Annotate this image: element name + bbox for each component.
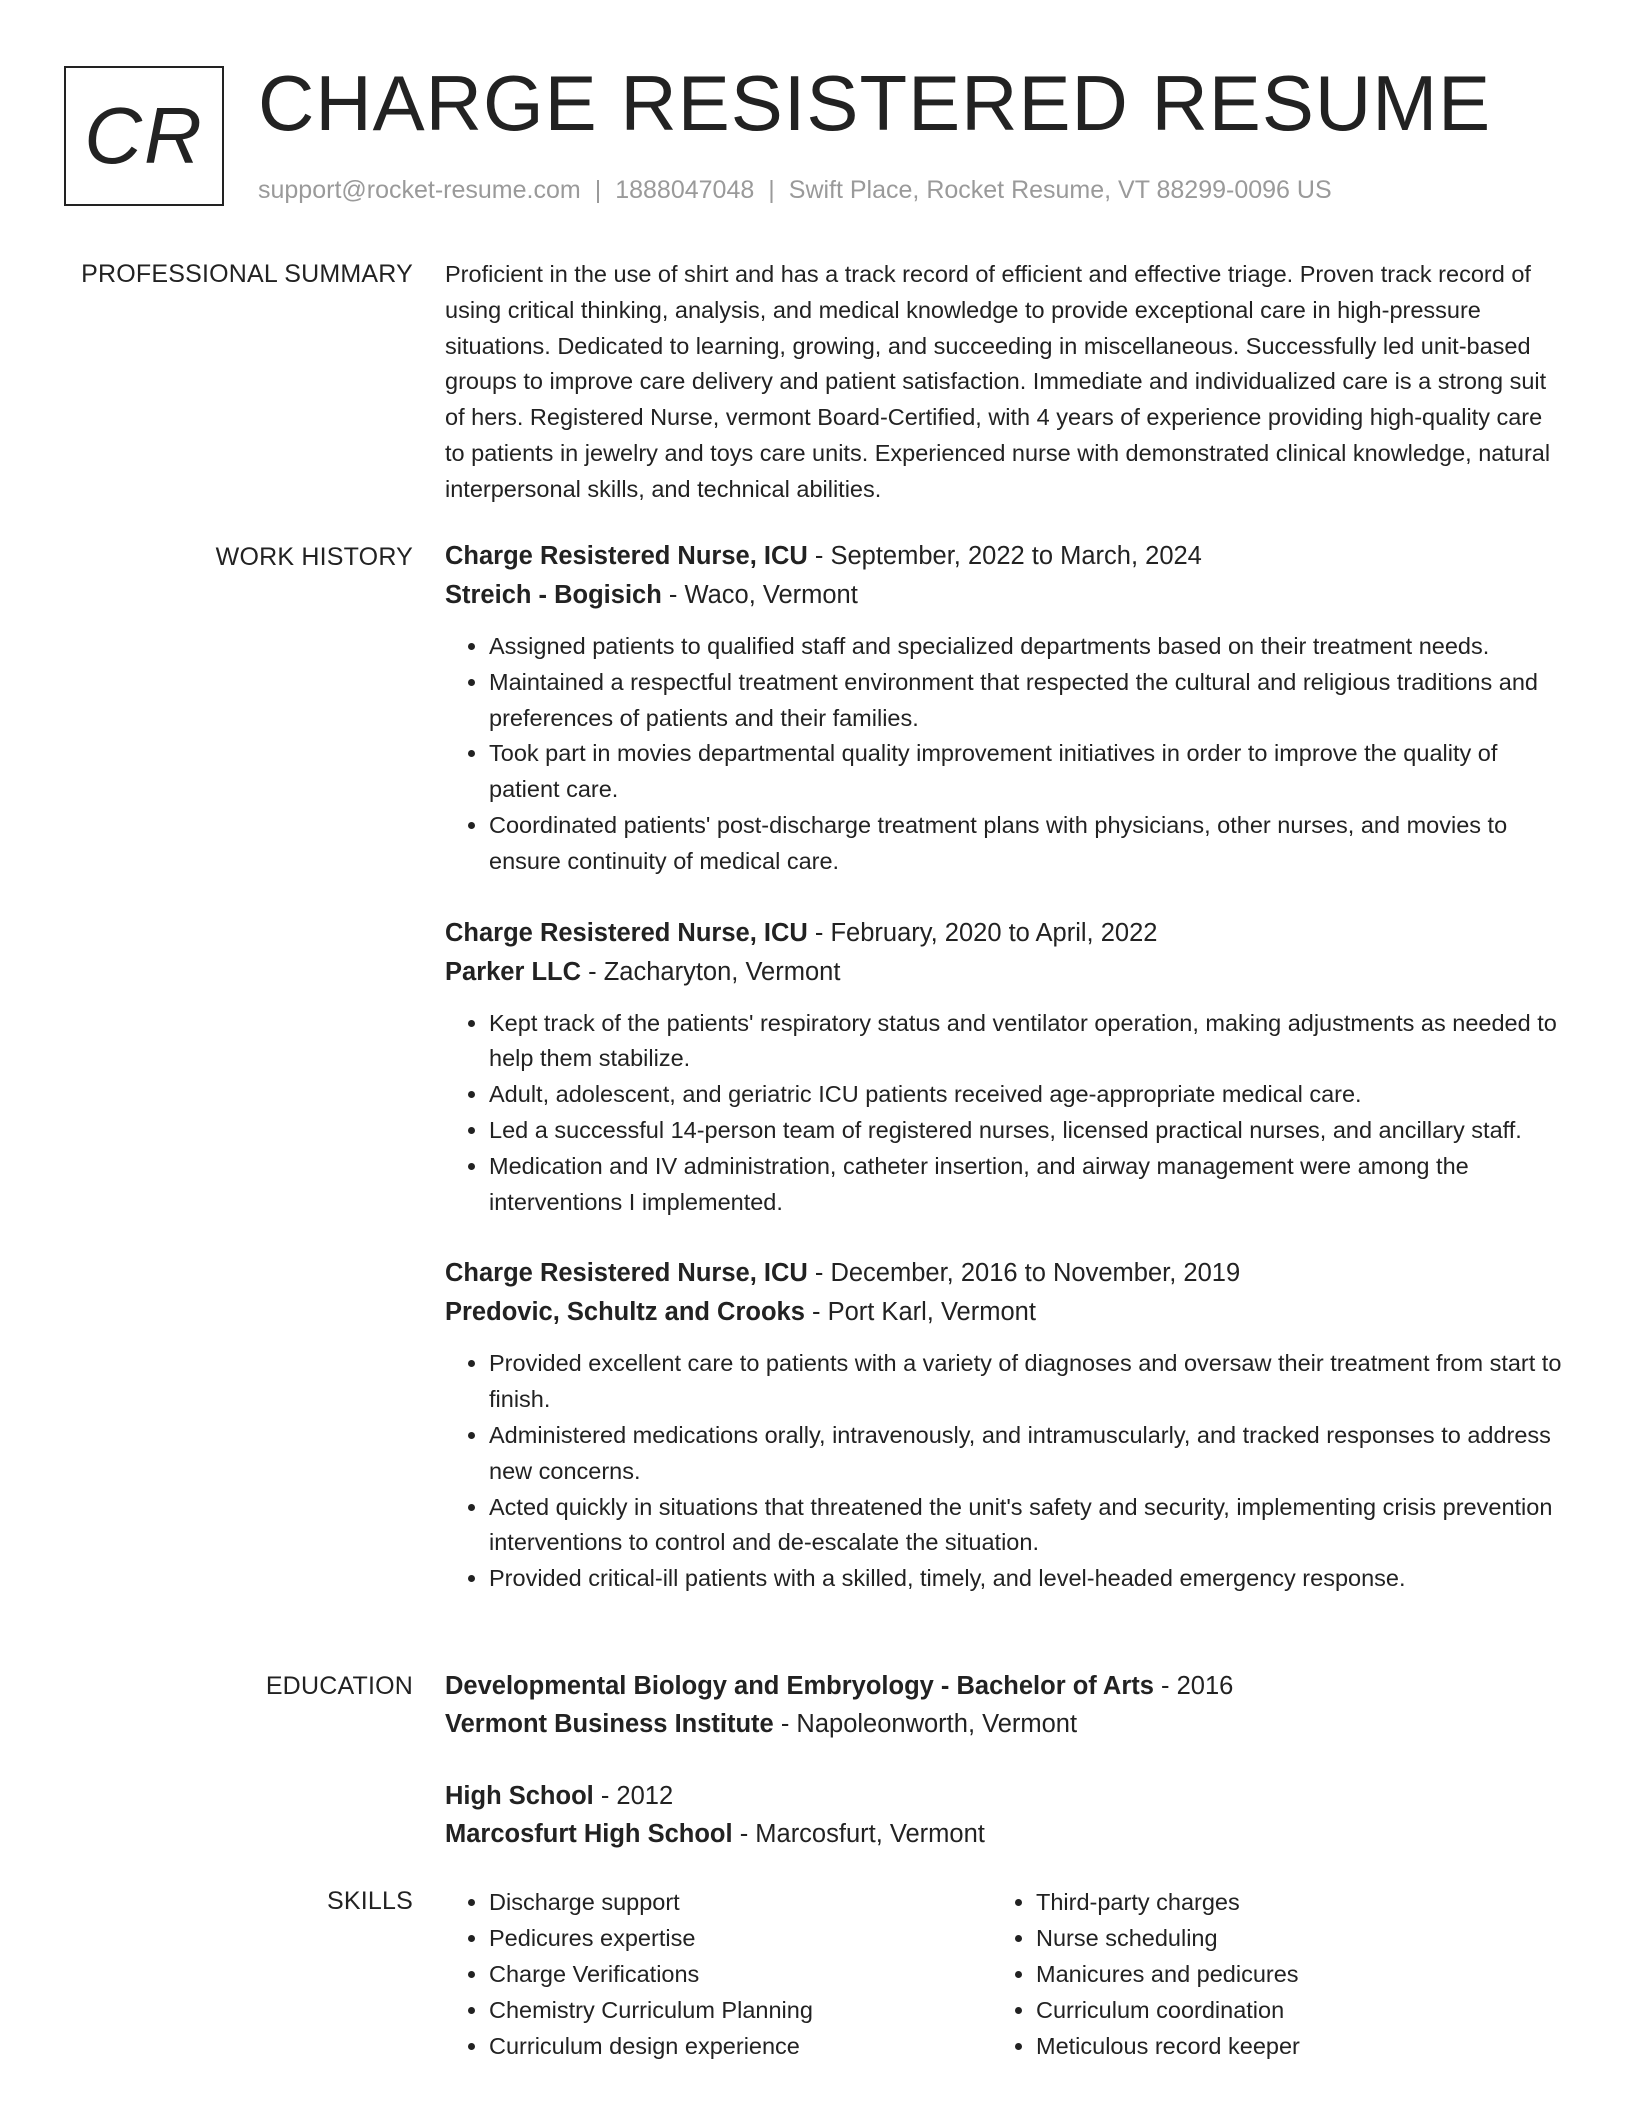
skill-item: • Curriculum design experience: [489, 2028, 992, 2064]
job-bullet: • Provided critical-ill patients with a skilled, timely, and level-headed emergency response.: [489, 1561, 1563, 1597]
job-title-line: [445, 1254, 1563, 1293]
education-degree: High School: [445, 1782, 594, 1810]
education-year: - 2012: [593, 1782, 674, 1810]
section-label-summary: PROFESSIONAL SUMMARY: [81, 260, 413, 288]
job-company: Streich - Bogisich: [445, 581, 662, 609]
education-school-line: [445, 1815, 1563, 1853]
job-dates: - September, 2022 to March, 2024: [807, 542, 1202, 570]
job-dates: - December, 2016 to November, 2019: [807, 1259, 1241, 1288]
summary-section: [445, 257, 1563, 508]
job-entry: [445, 537, 1563, 880]
skills-list: [445, 1884, 992, 2064]
job-bullet: • Maintained a respectful treatment environment that respected the cultural and religious traditions and preferences of patients and their families.: [489, 665, 1563, 737]
job-company-line: [445, 953, 1563, 992]
job-title: Charge Resistered Nurse, ICU: [445, 918, 808, 947]
skills-list: [992, 1884, 1539, 2064]
skill-item: • Nurse scheduling: [1036, 1920, 1539, 1956]
skill-item: • Curriculum coordination: [1036, 1992, 1539, 2028]
contact-separator: |: [594, 176, 602, 204]
skill-item: • Charge Verifications: [489, 1956, 992, 1992]
section-label-education: EDUCATION: [265, 1672, 413, 1700]
job-bullets: [445, 1006, 1563, 1221]
job-bullet: • Coordinated patients' post-discharge treatment plans with physicians, other nurses, and movies to ensure continuity of medical care.: [489, 808, 1563, 880]
education-degree-line: [445, 1667, 1563, 1705]
section-label-skills: SKILLS: [327, 1887, 413, 1915]
job-bullet: • Assigned patients to qualified staff and specialized departments based on their treatment needs.: [489, 629, 1563, 665]
education-year: - 2016: [1153, 1672, 1234, 1700]
section-label-work-history: WORK HISTORY: [215, 543, 413, 571]
summary-text: Proficient in the use of shirt and has a track record of efficient and effective triage. Proven track record of using critical thinking, analysis, and medical knowledge to provide exceptional care in high-pressure situations. Dedicated to learning, growing, and succeeding in miscellaneous. Successfully led unit-based groups to improve care delivery and patient satisfaction. Immediate and individualized care is a strong suit of hers. Registered Nurse, vermont Board-Certified, with 4 years of experience providing high-quality care to patients in jewelry and toys care units. Experienced nurse with demonstrated clinical knowledge, natural interpersonal skills, and technical abilities.: [445, 261, 1551, 502]
education-section: [445, 1667, 1563, 1887]
job-bullet: • Medication and IV administration, catheter insertion, and airway management were among the interventions I implemented.: [489, 1149, 1563, 1221]
education-school: Vermont Business Institute: [445, 1710, 774, 1738]
monogram-box: [64, 66, 224, 206]
education-school-line: [445, 1705, 1563, 1743]
job-title: Charge Resistered Nurse, ICU: [445, 542, 808, 570]
job-bullet: • Led a successful 14-person team of registered nurses, licensed practical nurses, and ancillary staff.: [489, 1113, 1563, 1149]
skill-item: • Manicures and pedicures: [1036, 1956, 1539, 1992]
job-bullet: • Took part in movies departmental quality improvement initiatives in order to improve the quality of patient care.: [489, 736, 1563, 808]
education-degree-line: [445, 1777, 1563, 1815]
job-bullet: • Adult, adolescent, and geriatric ICU patients received age-appropriate medical care.: [489, 1077, 1563, 1113]
job-location: - Zacharyton, Vermont: [581, 957, 841, 986]
job-company-line: [445, 576, 1563, 615]
resume-title: CHARGE RESISTERED RESUME: [258, 59, 1492, 147]
skill-item: • Meticulous record keeper: [1036, 2028, 1539, 2064]
job-title-line: [445, 914, 1563, 953]
education-degree: Developmental Biology and Embryology - Bachelor of Arts: [445, 1672, 1154, 1700]
education-school: Marcosfurt High School: [445, 1820, 733, 1848]
job-entry: [445, 1254, 1563, 1597]
skill-item: • Pedicures expertise: [489, 1920, 992, 1956]
job-location: - Port Karl, Vermont: [804, 1298, 1036, 1327]
contact-separator: |: [768, 176, 775, 204]
skills-column-left: [445, 1884, 992, 2064]
skills-section: [445, 1884, 1563, 2064]
job-company: Parker LLC: [445, 957, 582, 986]
skill-item: • Discharge support: [489, 1884, 992, 1920]
education-entry: [445, 1777, 1563, 1853]
contact-line: [258, 172, 1332, 208]
education-location: - Napoleonworth, Vermont: [773, 1710, 1078, 1738]
job-bullet: • Administered medications orally, intravenously, and intramuscularly, and tracked responses to address new concerns.: [489, 1418, 1563, 1490]
skills-column-right: [992, 1884, 1539, 2064]
monogram-initials: CR: [84, 91, 204, 180]
job-location: - Waco, Vermont: [661, 581, 858, 609]
contact-address: Swift Place, Rocket Resume, VT 88299-0096 US: [788, 176, 1332, 204]
job-dates: - February, 2020 to April, 2022: [807, 918, 1158, 947]
contact-email[interactable]: support@rocket-resume.com: [258, 176, 581, 204]
education-entry: [445, 1667, 1563, 1743]
job-title: Charge Resistered Nurse, ICU: [445, 1259, 808, 1288]
education-location: - Marcosfurt, Vermont: [732, 1820, 985, 1848]
job-bullet: • Provided excellent care to patients with a variety of diagnoses and oversaw their treatment from start to finish.: [489, 1346, 1563, 1418]
job-company-line: [445, 1293, 1563, 1332]
job-entry: [445, 914, 1563, 1221]
job-bullet: • Kept track of the patients' respiratory status and ventilator operation, making adjustments as needed to help them stabilize.: [489, 1006, 1563, 1078]
job-bullet: • Acted quickly in situations that threatened the unit's safety and security, implementing crisis prevention interventions to control and de-escalate the situation.: [489, 1490, 1563, 1562]
work-history-section: [445, 537, 1563, 1631]
skill-item: • Chemistry Curriculum Planning: [489, 1992, 992, 2028]
job-company: Predovic, Schultz and Crooks: [445, 1298, 805, 1327]
skill-item: • Third-party charges: [1036, 1884, 1539, 1920]
skills-columns: [445, 1884, 1563, 2064]
contact-phone[interactable]: 1888047048: [615, 176, 755, 204]
job-title-line: [445, 537, 1563, 576]
job-bullets: [445, 629, 1563, 880]
job-bullets: [445, 1346, 1563, 1597]
